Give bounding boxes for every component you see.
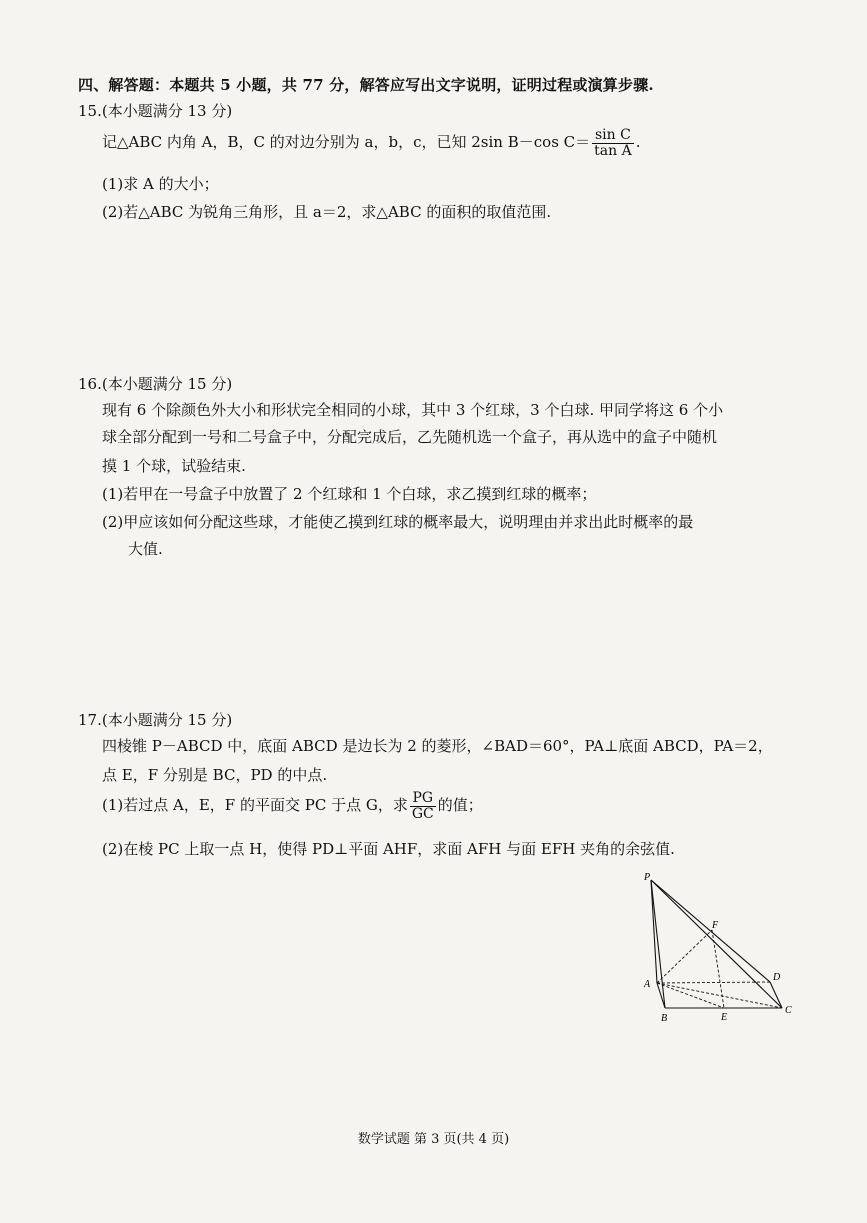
q17-part2: (2)在棱 PC 上取一点 H，使得 PD⊥平面 AHF，求面 AFH 与面 EFH 夹角的余弦值. bbox=[102, 840, 675, 858]
q17-line1: 四棱锥 P－ABCD 中，底面 ABCD 是边长为 2 的菱形，∠BAD＝60°，PA⊥底面 ABCD，PA＝2， bbox=[102, 737, 773, 755]
q15-frac-den: tan A bbox=[594, 142, 632, 159]
label-E: E bbox=[721, 1012, 728, 1023]
q16-line1: 现有 6 个除颜色外大小和形状完全相同的小球，其中 3 个红球，3 个白球. 甲同学将这 6 个小 bbox=[102, 401, 724, 419]
q15-part2: (2)若△ABC 为锐角三角形，且 a＝2，求△ABC 的面积的取值范围. bbox=[102, 203, 552, 221]
edge-AC bbox=[657, 983, 782, 1008]
q16-part2-line1: (2)甲应该如何分配这些球，才能使乙摸到红球的概率最大，说明理由并求出此时概率的最 bbox=[102, 513, 694, 531]
q15-title: 15.(本小题满分 13 分) bbox=[78, 102, 233, 120]
q15-stem bbox=[102, 128, 640, 158]
label-B: B bbox=[661, 1013, 668, 1024]
q17-fraction bbox=[410, 791, 436, 821]
q17-frac-num: PG bbox=[410, 791, 436, 807]
q15-stem-suffix: . bbox=[635, 133, 641, 152]
edge-AD bbox=[657, 982, 770, 983]
label-A: A bbox=[644, 979, 651, 990]
section-header: 四、解答题：本题共 5 小题，共 77 分，解答应写出文字说明，证明过程或演算步骤. bbox=[78, 76, 654, 94]
q15-fraction bbox=[592, 128, 634, 158]
edge-PB bbox=[651, 880, 665, 1008]
label-D: D bbox=[773, 972, 781, 983]
q17-part1 bbox=[102, 791, 483, 821]
page-footer: 数学试题 第 3 页(共 4 页) bbox=[357, 1132, 510, 1147]
pyramid-figure bbox=[630, 868, 800, 1028]
label-F: F bbox=[712, 920, 719, 931]
q15-part1: (1)求 A 的大小； bbox=[102, 175, 219, 193]
q17-part1-suffix: 的值； bbox=[437, 796, 483, 815]
edge-PD bbox=[651, 880, 770, 982]
q16-title: 16.(本小题满分 15 分) bbox=[78, 375, 233, 393]
edge-AF bbox=[657, 930, 712, 983]
q16-part2-line2: 大值. bbox=[128, 540, 163, 558]
edge-PC bbox=[651, 880, 782, 1008]
q17-part1-prefix: (1)若过点 A，E，F 的平面交 PC 于点 G，求 bbox=[102, 796, 408, 815]
q16-part1: (1)若甲在一号盒子中放置了 2 个红球和 1 个白球，求乙摸到红球的概率； bbox=[102, 485, 597, 503]
label-C: C bbox=[785, 1005, 792, 1016]
label-P: P bbox=[644, 872, 651, 883]
q15-frac-num: sin C bbox=[592, 128, 634, 144]
q17-title: 17.(本小题满分 15 分) bbox=[78, 711, 233, 729]
edge-DC bbox=[770, 982, 782, 1008]
q17-line2: 点 E，F 分别是 BC，PD 的中点. bbox=[102, 766, 328, 784]
q16-line2: 球全部分配到一号和二号盒子中，分配完成后，乙先随机选一个盒子，再从选中的盒子中随机 bbox=[102, 428, 718, 446]
q17-frac-den: GC bbox=[411, 805, 434, 822]
q16-line3: 摸 1 个球，试验结束. bbox=[102, 457, 246, 475]
q15-stem-prefix: 记△ABC 内角 A，B，C 的对边分别为 a，b，c，已知 2sin B－cos C＝ bbox=[102, 133, 591, 152]
edge-AE bbox=[657, 983, 724, 1008]
